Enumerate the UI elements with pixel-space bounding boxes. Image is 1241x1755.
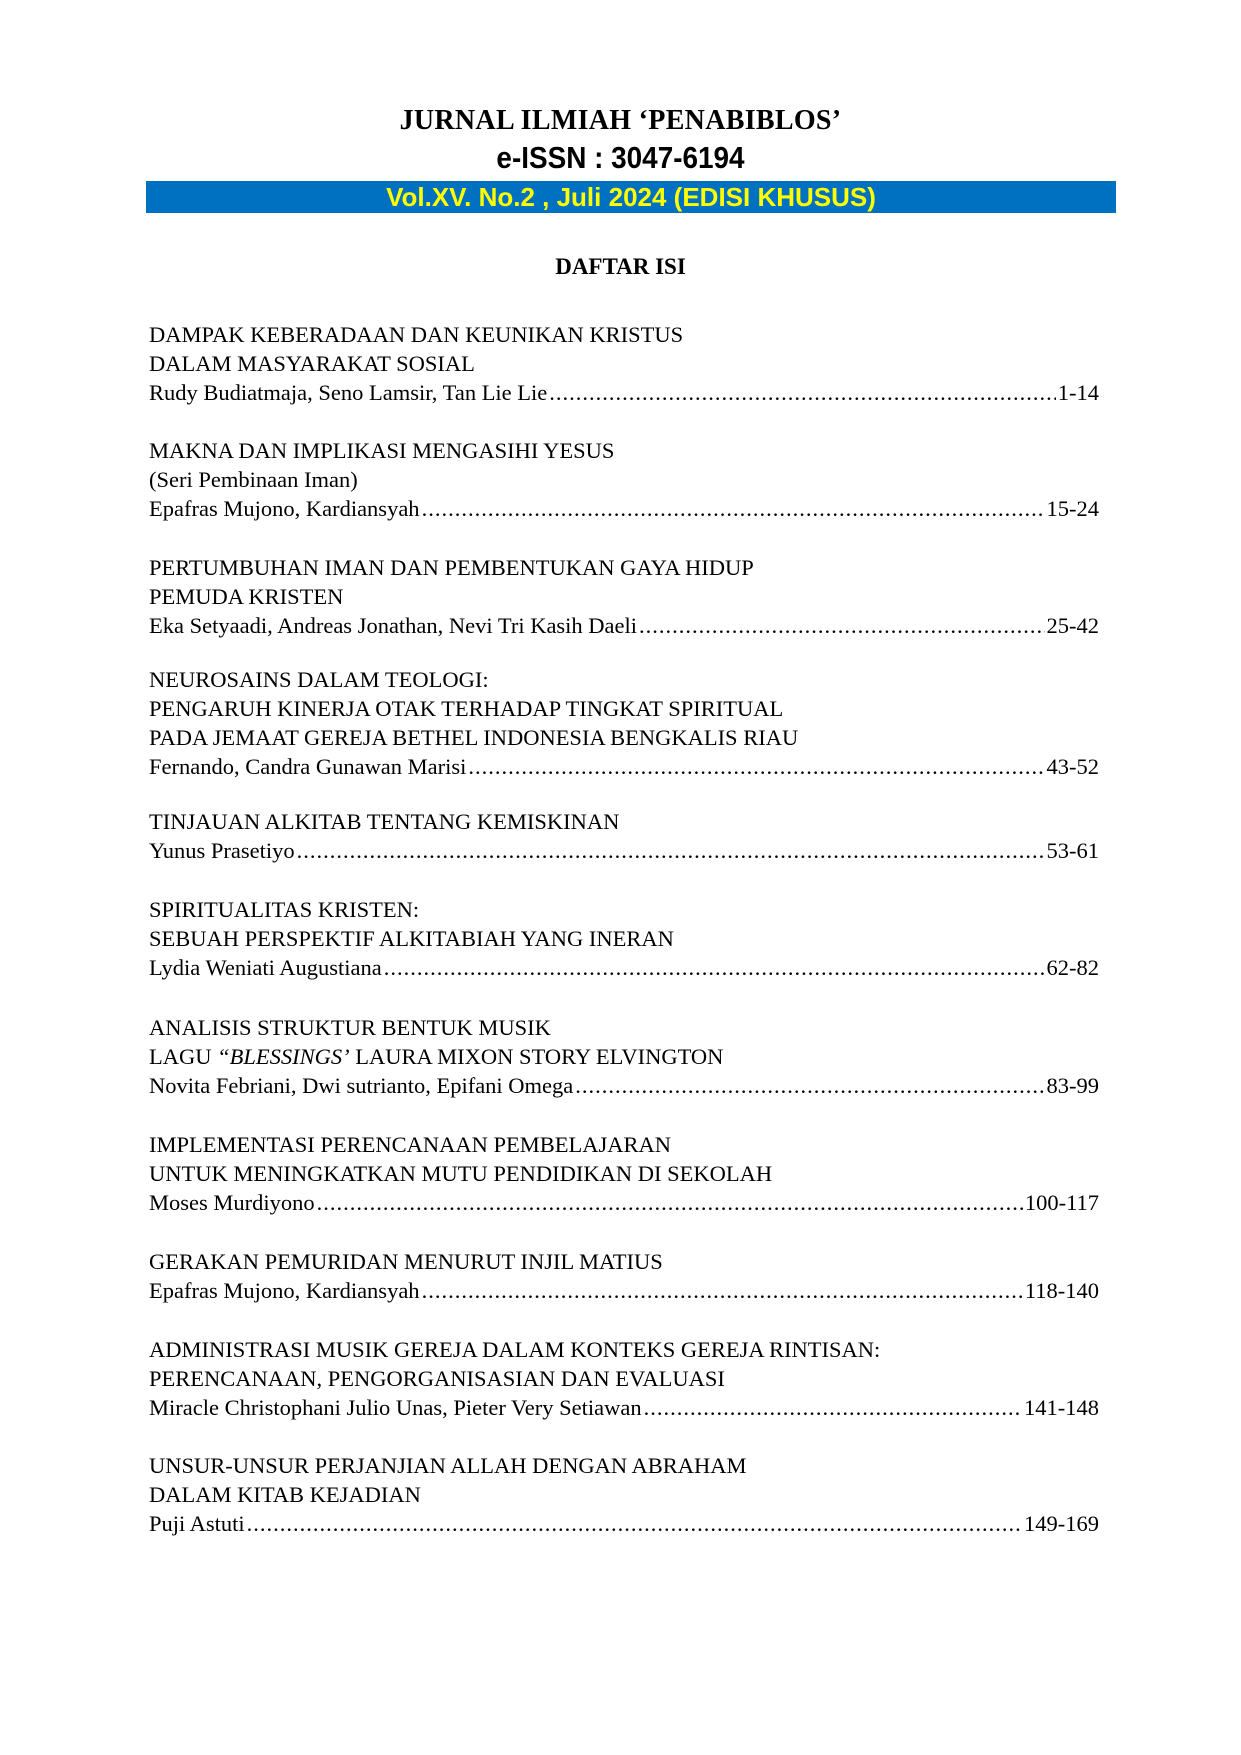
- entry-author-line: [149, 494, 1099, 523]
- entry-title-line: PERTUMBUHAN IMAN DAN PEMBENTUKAN GAYA HIDUP: [149, 555, 754, 580]
- dot-leader: [644, 1393, 1022, 1422]
- entry-title-line: ANALISIS STRUKTUR BENTUK MUSIK: [149, 1015, 551, 1040]
- entry-pages: 62-82: [1046, 955, 1099, 980]
- entry-authors: Novita Febriani, Dwi sutrianto, Epifani Omega: [149, 1073, 574, 1098]
- entry-author-line: [149, 1393, 1099, 1422]
- entry-author-line: [149, 1509, 1099, 1538]
- entry-title-line: SEBUAH PERSPEKTIF ALKITABIAH YANG INERAN: [149, 926, 674, 951]
- dot-leader: [639, 611, 1044, 640]
- entry-title-line: MAKNA DAN IMPLIKASI MENGASIHI YESUS: [149, 438, 615, 463]
- toc-entry: [149, 807, 1099, 865]
- entry-authors: Moses Murdiyono: [149, 1190, 315, 1215]
- volume-banner: [146, 181, 1116, 213]
- issn-number: e-ISSN : 3047-6194: [496, 140, 745, 175]
- entry-title-line: PEMUDA KRISTEN: [149, 584, 344, 609]
- entry-pages: 43-52: [1046, 754, 1099, 779]
- toc-entry: [149, 436, 1099, 523]
- dot-leader: [575, 1071, 1044, 1100]
- toc-entry: [149, 553, 1099, 640]
- toc-entry: [149, 1130, 1099, 1217]
- entry-title-suffix: LAURA MIXON STORY ELVINGTON: [349, 1044, 724, 1069]
- entry-pages: 149-169: [1024, 1511, 1099, 1536]
- entry-authors: Lydia Weniati Augustiana: [149, 955, 382, 980]
- entry-authors: Miracle Christophani Julio Unas, Pieter Very Setiawan: [149, 1395, 642, 1420]
- entry-title-line: [149, 1042, 1099, 1071]
- entry-title-line: DAMPAK KEBERADAAN DAN KEUNIKAN KRISTUS: [149, 322, 684, 347]
- dot-leader: [422, 1276, 1023, 1305]
- entry-title-line: IMPLEMENTASI PERENCANAAN PEMBELAJARAN: [149, 1132, 671, 1157]
- entry-pages: 15-24: [1046, 496, 1099, 521]
- entry-title-line: NEUROSAINS DALAM TEOLOGI:: [149, 667, 489, 692]
- toc-entry: [149, 1247, 1099, 1305]
- entry-title-line: UNTUK MENINGKATKAN MUTU PENDIDIKAN DI SEKOLAH: [149, 1161, 773, 1186]
- entry-title-italic: “BLESSINGS’: [217, 1044, 350, 1069]
- dot-leader: [247, 1509, 1022, 1538]
- dot-leader: [549, 378, 1055, 407]
- toc-heading: DAFTAR ISI: [555, 254, 686, 279]
- entry-author-line: [149, 953, 1099, 982]
- entry-author-line: [149, 1071, 1099, 1100]
- toc-entry: [149, 320, 1099, 407]
- entry-title-line: ADMINISTRASI MUSIK GEREJA DALAM KONTEKS GEREJA RINTISAN:: [149, 1337, 881, 1362]
- dot-leader: [468, 752, 1044, 781]
- entry-title-line: SPIRITUALITAS KRISTEN:: [149, 897, 420, 922]
- entry-pages: 1-14: [1057, 380, 1099, 405]
- entry-author-line: [149, 752, 1099, 781]
- entry-author-line: [149, 611, 1099, 640]
- entry-title-prefix: LAGU: [149, 1044, 218, 1069]
- entry-authors: Epafras Mujono, Kardiansyah: [149, 496, 420, 521]
- entry-title-line: DALAM MASYARAKAT SOSIAL: [149, 351, 475, 376]
- toc-entry: [149, 1013, 1099, 1100]
- toc-entry: [149, 1451, 1099, 1538]
- toc-entry: [149, 665, 1099, 781]
- journal-header: [0, 104, 1241, 176]
- toc-entry: [149, 1335, 1099, 1422]
- entry-title-line: DALAM KITAB KEJADIAN: [149, 1482, 421, 1507]
- entry-author-line: [149, 378, 1099, 407]
- entry-authors: Epafras Mujono, Kardiansyah: [149, 1278, 420, 1303]
- dot-leader: [422, 494, 1045, 523]
- entry-title-line: GERAKAN PEMURIDAN MENURUT INJIL MATIUS: [149, 1249, 663, 1274]
- toc-entry: [149, 895, 1099, 982]
- entry-authors: Fernando, Candra Gunawan Marisi: [149, 754, 467, 779]
- volume-label: Vol.XV. No.2 , Juli 2024 (EDISI KHUSUS): [386, 182, 876, 212]
- entry-authors: Puji Astuti: [149, 1511, 245, 1536]
- entry-pages: 25-42: [1046, 613, 1099, 638]
- entry-title-line: UNSUR-UNSUR PERJANJIAN ALLAH DENGAN ABRAHAM: [149, 1453, 747, 1478]
- entry-title-line: (Seri Pembinaan Iman): [149, 467, 358, 492]
- entry-pages: 118-140: [1024, 1278, 1099, 1303]
- entry-author-line: [149, 836, 1099, 865]
- entry-pages: 53-61: [1046, 838, 1099, 863]
- dot-leader: [317, 1188, 1023, 1217]
- dot-leader: [384, 953, 1045, 982]
- entry-pages: 83-99: [1046, 1073, 1099, 1098]
- entry-pages: 100-117: [1024, 1190, 1099, 1215]
- entry-author-line: [149, 1188, 1099, 1217]
- entry-authors: Rudy Budiatmaja, Seno Lamsir, Tan Lie Lie: [149, 380, 548, 405]
- entry-author-line: [149, 1276, 1099, 1305]
- entry-authors: Yunus Prasetiyo: [149, 838, 295, 863]
- entry-authors: Eka Setyaadi, Andreas Jonathan, Nevi Tri Kasih Daeli: [149, 613, 638, 638]
- dot-leader: [297, 836, 1045, 865]
- entry-title-line: PERENCANAAN, PENGORGANISASIAN DAN EVALUASI: [149, 1366, 725, 1391]
- journal-title: JURNAL ILMIAH ‘PENABIBLOS’: [399, 105, 842, 136]
- entry-title-line: PADA JEMAAT GEREJA BETHEL INDONESIA BENGKALIS RIAU: [149, 725, 799, 750]
- entry-title-line: TINJAUAN ALKITAB TENTANG KEMISKINAN: [149, 809, 620, 834]
- entry-pages: 141-148: [1024, 1395, 1099, 1420]
- entry-title-line: PENGARUH KINERJA OTAK TERHADAP TINGKAT SPIRITUAL: [149, 696, 784, 721]
